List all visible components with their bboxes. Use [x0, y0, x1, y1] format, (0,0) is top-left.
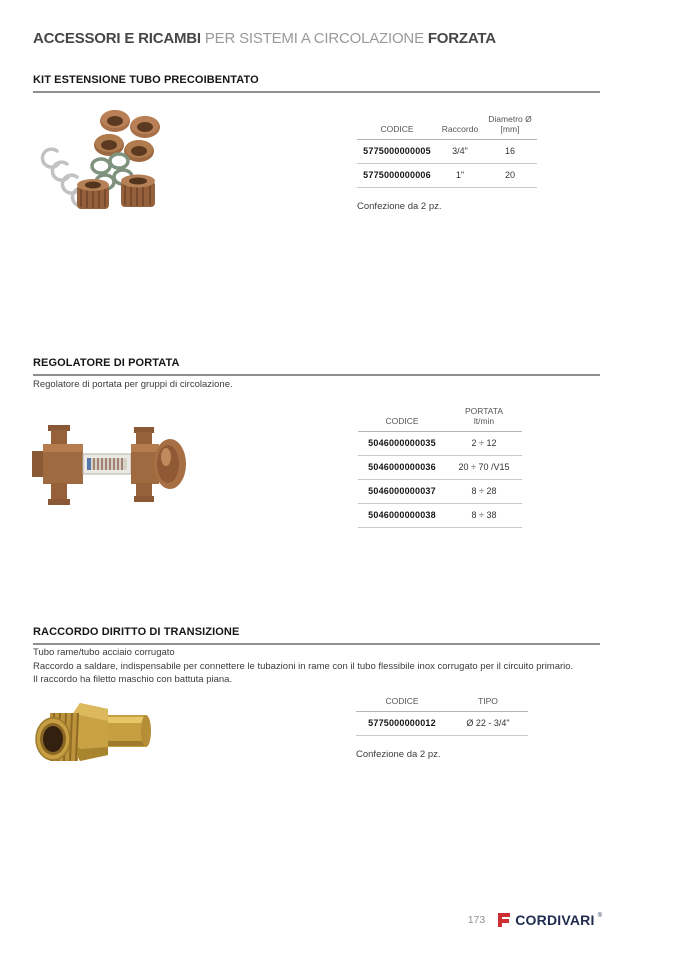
- product-photo-kit-estensione: [35, 103, 175, 215]
- code-cell: 5775000000012: [356, 712, 448, 736]
- page-title: [33, 30, 496, 47]
- column-header-portata: [446, 404, 522, 432]
- regolatore-description: Regolatore di portata per gruppi di circolazione.: [33, 379, 233, 390]
- page-footer: [468, 912, 602, 928]
- page-title-bold-1: ACCESSORI E RICAMBI: [33, 30, 201, 47]
- section-title-kit-estensione: KIT ESTENSIONE TUBO PRECOIBENTATO: [33, 74, 600, 93]
- table-row: [358, 480, 522, 504]
- table-row: [358, 504, 522, 528]
- table-row: [356, 712, 528, 736]
- diametro-cell: 20: [483, 164, 537, 188]
- raccordo-description-line3: Il raccordo ha filetto maschio con battuta piana.: [33, 674, 233, 685]
- table-row: [357, 140, 537, 164]
- table-row: [358, 456, 522, 480]
- column-header-raccordo: Raccordo: [437, 112, 483, 140]
- valve-body: [32, 425, 186, 505]
- regolatore-table: [358, 404, 522, 528]
- page-number: 173: [467, 914, 486, 926]
- column-header-tipo: TIPO: [448, 694, 528, 712]
- cordivari-logo-icon: [497, 912, 512, 928]
- registered-mark: ®: [597, 913, 602, 919]
- raccordo-description-line1: Tubo rame/tubo acciaio corrugato: [33, 647, 175, 658]
- portata-cell: 2 ÷ 12: [446, 432, 522, 456]
- page-title-bold-2: FORZATA: [427, 30, 496, 47]
- portata-cell: 8 ÷ 38: [446, 504, 522, 528]
- code-cell: 5775000000006: [357, 164, 437, 188]
- fitting-body: [36, 703, 151, 761]
- portata-cell: 8 ÷ 28: [446, 480, 522, 504]
- page-title-regular: PER SISTEMI A CIRCOLAZIONE: [200, 30, 428, 47]
- cordivari-logo: [497, 912, 602, 928]
- product-photo-raccordo: [30, 691, 162, 777]
- kit-estensione-table: [357, 112, 537, 188]
- cordivari-logo-text: CORDIVARI: [515, 912, 595, 928]
- table-header-row: [357, 112, 537, 140]
- pack-note-kit: Confezione da 2 pz.: [357, 201, 442, 212]
- code-cell: 5046000000036: [358, 456, 446, 480]
- code-cell: 5775000000005: [357, 140, 437, 164]
- column-header-diametro-line1: Diametro Ø: [488, 114, 532, 124]
- code-cell: 5046000000038: [358, 504, 446, 528]
- column-header-diametro-line2: [mm]: [500, 124, 520, 134]
- column-header-codice: CODICE: [356, 694, 448, 712]
- table-header-row: [358, 404, 522, 432]
- column-header-codice: CODICE: [357, 112, 437, 140]
- raccordo-description-line2: Raccordo a saldare, indispensabile per connettere le tubazioni in rame con il tubo flessibile inox corrugato per il circuito primario.: [33, 660, 574, 672]
- table-row: [358, 432, 522, 456]
- column-header-codice: CODICE: [358, 404, 446, 432]
- brass-rings: [94, 110, 160, 162]
- column-header-portata-line1: PORTATA: [464, 406, 504, 416]
- product-photo-regolatore: [30, 417, 188, 513]
- code-cell: 5046000000037: [358, 480, 446, 504]
- column-header-diametro: [483, 112, 537, 140]
- table-row: [357, 164, 537, 188]
- raccordo-cell: 3/4": [437, 140, 483, 164]
- table-header-row: [356, 694, 528, 712]
- code-cell: 5046000000035: [358, 432, 446, 456]
- column-header-portata-line2: lt/min: [473, 416, 495, 426]
- tipo-cell: Ø 22 - 3/4": [448, 712, 528, 736]
- section-title-regolatore: REGOLATORE DI PORTATA: [33, 357, 600, 376]
- section-title-raccordo: RACCORDO DIRITTO DI TRANSIZIONE: [33, 626, 600, 645]
- portata-cell: 20 ÷ 70 /V15: [446, 456, 522, 480]
- diametro-cell: 16: [483, 140, 537, 164]
- raccordo-table: [356, 694, 528, 736]
- pack-note-raccordo: Confezione da 2 pz.: [356, 749, 441, 760]
- raccordo-cell: 1": [437, 164, 483, 188]
